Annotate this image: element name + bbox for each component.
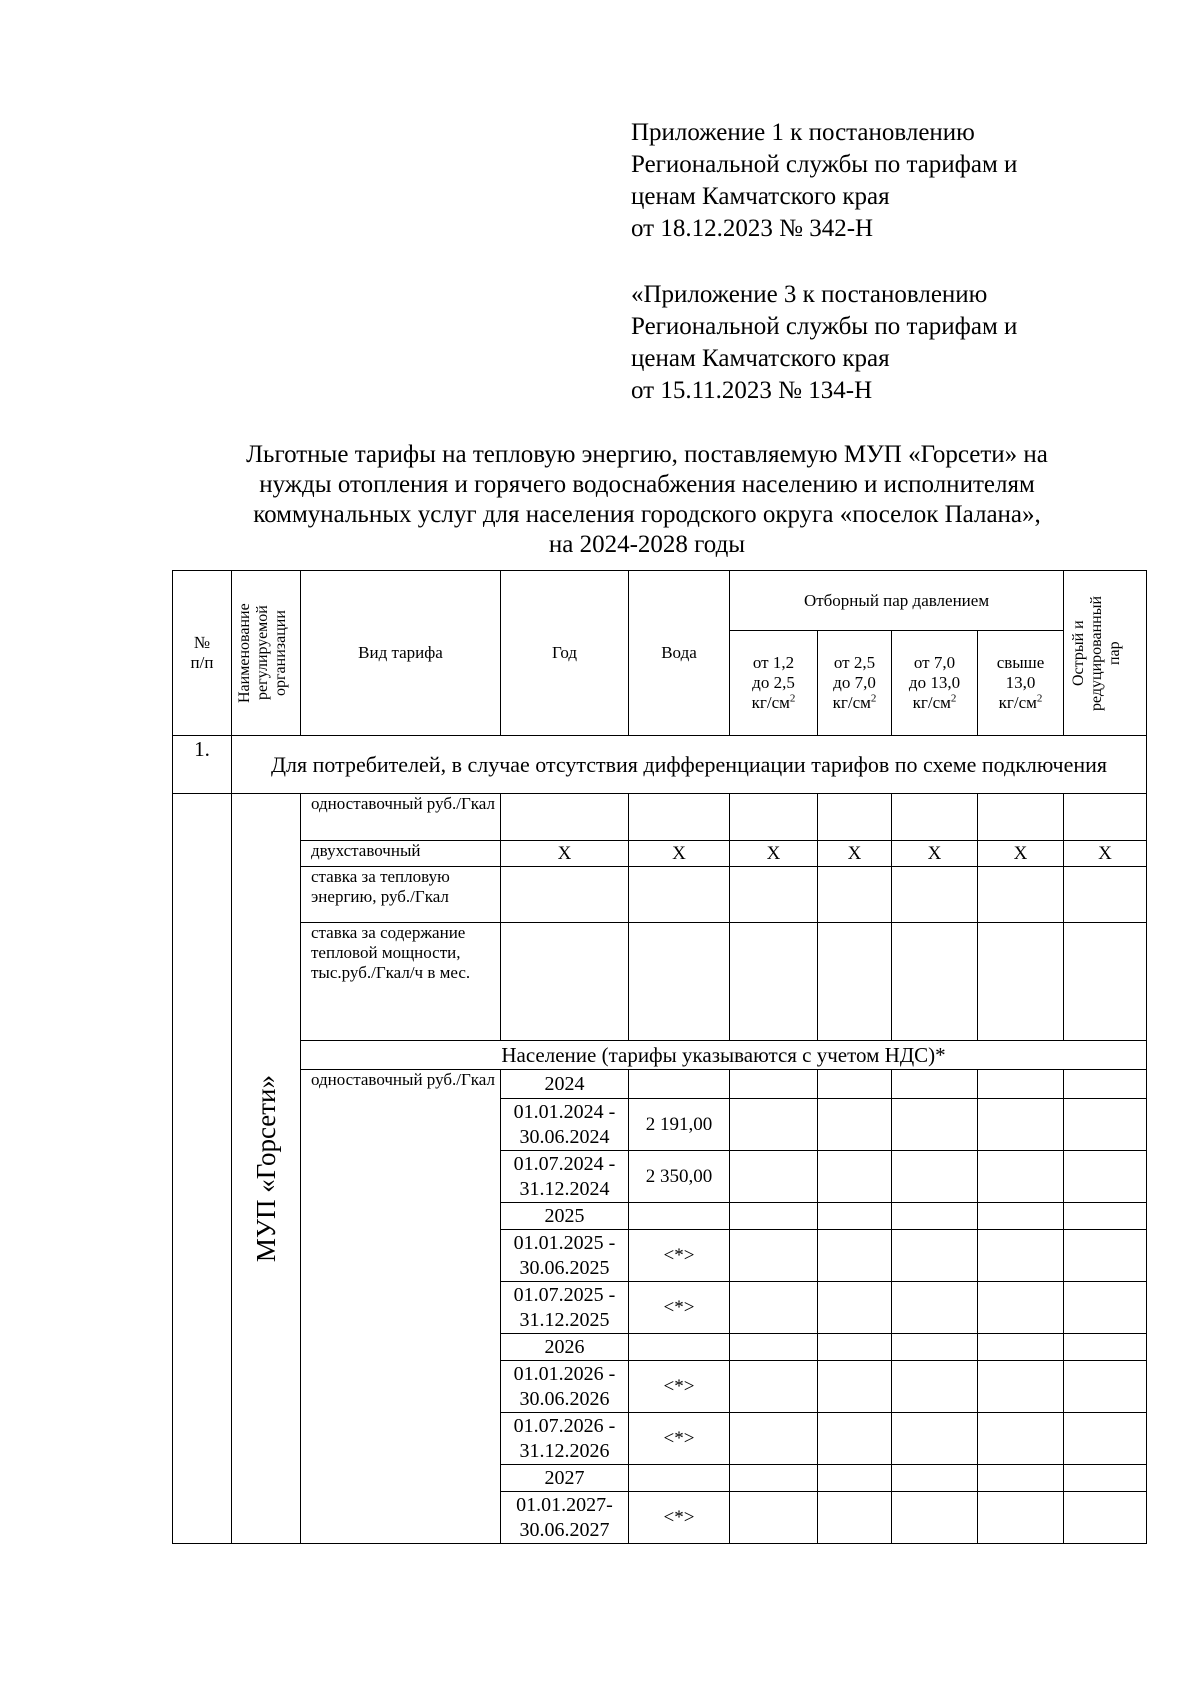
header-water: Вода bbox=[629, 571, 730, 736]
water-value: <*> bbox=[629, 1230, 730, 1282]
x-mark: X bbox=[818, 841, 892, 867]
cell bbox=[730, 867, 818, 923]
year-cell: 2027 bbox=[501, 1465, 629, 1492]
cell bbox=[730, 1203, 818, 1230]
cell bbox=[1064, 867, 1147, 923]
cell bbox=[730, 1361, 818, 1413]
water-value: <*> bbox=[629, 1413, 730, 1465]
cell bbox=[892, 1465, 978, 1492]
header-org: Наименование регулируемой организации bbox=[232, 571, 301, 736]
appendix-1-line: Региональной службы по тарифам и bbox=[631, 151, 1018, 178]
cell bbox=[818, 794, 892, 841]
cell bbox=[818, 1230, 892, 1282]
appendix-1-line: от 18.12.2023 № 342-Н bbox=[631, 215, 874, 242]
appendix-3-line: ценам Камчатского края bbox=[631, 345, 890, 372]
cell bbox=[818, 1282, 892, 1334]
title-line: Льготные тарифы на тепловую энергию, поставляемую МУП «Горсети» на bbox=[246, 441, 1048, 468]
cell bbox=[730, 1492, 818, 1544]
cell bbox=[978, 1361, 1064, 1413]
cell bbox=[629, 1203, 730, 1230]
cell bbox=[730, 1465, 818, 1492]
row-two-rate: двухставочный bbox=[301, 841, 501, 867]
cell bbox=[978, 923, 1064, 1041]
year-cell: 2024 bbox=[501, 1070, 629, 1099]
cell bbox=[818, 1334, 892, 1361]
cell bbox=[978, 1099, 1064, 1151]
cell bbox=[818, 1099, 892, 1151]
cell bbox=[1064, 1282, 1147, 1334]
x-mark: X bbox=[892, 841, 978, 867]
cell bbox=[629, 923, 730, 1041]
period-cell: 01.07.2025 - 31.12.2025 bbox=[501, 1282, 629, 1334]
water-value: <*> bbox=[629, 1492, 730, 1544]
appendix-1-block bbox=[631, 117, 1017, 245]
cell bbox=[892, 1230, 978, 1282]
header-pressure-1: от 1,2 до 2,5 $кг/см^2$ bbox=[730, 631, 818, 736]
period-cell: 01.01.2024 - 30.06.2024 bbox=[501, 1099, 629, 1151]
cell bbox=[892, 1203, 978, 1230]
header-sharp-steam: Острый и редуцированный пар bbox=[1064, 571, 1147, 736]
section-title: Для потребителей, в случае отсутствия дифференциации тарифов по схеме подключения bbox=[232, 736, 1147, 794]
row-one-rate: одноставочный руб./Гкал bbox=[301, 794, 501, 841]
x-mark: X bbox=[730, 841, 818, 867]
cell bbox=[1064, 1492, 1147, 1544]
cell bbox=[730, 1070, 818, 1099]
header-pressure-4: свыше 13,0 $кг/см^2$ bbox=[978, 631, 1064, 736]
cell bbox=[892, 1151, 978, 1203]
cell bbox=[978, 1203, 1064, 1230]
cell bbox=[730, 1099, 818, 1151]
document-title bbox=[172, 440, 1122, 560]
cell bbox=[978, 1070, 1064, 1099]
x-mark: X bbox=[629, 841, 730, 867]
header-year: Год bbox=[501, 571, 629, 736]
appendix-3-block bbox=[631, 279, 1017, 407]
cell bbox=[978, 1465, 1064, 1492]
cell bbox=[892, 1492, 978, 1544]
x-mark: X bbox=[501, 841, 629, 867]
period-cell: 01.01.2027- 30.06.2027 bbox=[501, 1492, 629, 1544]
cell bbox=[978, 867, 1064, 923]
cell bbox=[730, 794, 818, 841]
cell bbox=[1064, 1465, 1147, 1492]
org-name: МУП «Горсети» bbox=[251, 1074, 281, 1263]
section-num: 1. bbox=[173, 736, 232, 794]
appendix-3-line: Региональной службы по тарифам и bbox=[631, 313, 1018, 340]
period-cell: 01.07.2026 - 31.12.2026 bbox=[501, 1413, 629, 1465]
cell bbox=[978, 1413, 1064, 1465]
cell bbox=[818, 923, 892, 1041]
cell bbox=[818, 1465, 892, 1492]
cell bbox=[501, 867, 629, 923]
cell bbox=[730, 1230, 818, 1282]
population-tariff-type: одноставочный руб./Гкал bbox=[301, 1070, 501, 1544]
cell bbox=[1064, 1413, 1147, 1465]
cell bbox=[818, 1203, 892, 1230]
appendix-1-line: Приложение 1 к постановлению bbox=[631, 119, 975, 146]
water-value: 2 191,00 bbox=[629, 1099, 730, 1151]
population-header: Население (тарифы указываются с учетом НДС)* bbox=[301, 1041, 1147, 1070]
cell bbox=[501, 923, 629, 1041]
cell bbox=[730, 1151, 818, 1203]
cell bbox=[892, 794, 978, 841]
appendix-1-line: ценам Камчатского края bbox=[631, 183, 890, 210]
cell bbox=[730, 1413, 818, 1465]
row-capacity-rate: ставка за содержание тепловой мощности, тыс.руб./Гкал/ч в мес. bbox=[301, 923, 501, 1041]
cell bbox=[892, 1413, 978, 1465]
cell bbox=[978, 1492, 1064, 1544]
title-line: нужды отопления и горячего водоснабжения населению и исполнителям bbox=[259, 471, 1035, 498]
header-tariff-type: Вид тарифа bbox=[301, 571, 501, 736]
cell bbox=[978, 1230, 1064, 1282]
appendix-3-line: «Приложение 3 к постановлению bbox=[631, 281, 988, 308]
header-pressure-3: от 7,0 до 13,0 $кг/см^2$ bbox=[892, 631, 978, 736]
org-name-cell bbox=[232, 794, 301, 1544]
row-heat-rate: ставка за тепловую энергию, руб./Гкал bbox=[301, 867, 501, 923]
cell bbox=[818, 1492, 892, 1544]
cell bbox=[501, 794, 629, 841]
cell bbox=[978, 1282, 1064, 1334]
cell bbox=[730, 923, 818, 1041]
cell bbox=[818, 1070, 892, 1099]
cell bbox=[629, 1465, 730, 1492]
cell bbox=[978, 1334, 1064, 1361]
cell bbox=[892, 1070, 978, 1099]
cell bbox=[730, 1282, 818, 1334]
cell bbox=[892, 1361, 978, 1413]
cell bbox=[818, 1151, 892, 1203]
cell bbox=[1064, 1151, 1147, 1203]
title-line: коммунальных услуг для населения городского округа «поселок Палана», bbox=[253, 501, 1041, 528]
cell bbox=[1064, 1099, 1147, 1151]
cell bbox=[818, 1413, 892, 1465]
cell bbox=[892, 1282, 978, 1334]
empty-num-cell bbox=[173, 794, 232, 1544]
appendix-3-line: от 15.11.2023 № 134-Н bbox=[631, 377, 873, 404]
cell bbox=[629, 1070, 730, 1099]
header-pressure-2: от 2,5 до 7,0 $кг/см^2$ bbox=[818, 631, 892, 736]
x-mark: X bbox=[1064, 841, 1147, 867]
cell bbox=[1064, 1334, 1147, 1361]
cell bbox=[1064, 1230, 1147, 1282]
cell bbox=[1064, 1203, 1147, 1230]
cell bbox=[1064, 1361, 1147, 1413]
header-num: № п/п bbox=[173, 571, 232, 736]
title-line: на 2024-2028 годы bbox=[548, 531, 746, 558]
header-steam-group: Отборный пар давлением bbox=[730, 571, 1064, 631]
cell bbox=[892, 1334, 978, 1361]
cell bbox=[730, 1334, 818, 1361]
period-cell: 01.01.2025 - 30.06.2025 bbox=[501, 1230, 629, 1282]
period-cell: 01.07.2024 - 31.12.2024 bbox=[501, 1151, 629, 1203]
year-cell: 2025 bbox=[501, 1203, 629, 1230]
year-cell: 2026 bbox=[501, 1334, 629, 1361]
cell bbox=[629, 867, 730, 923]
cell bbox=[978, 1151, 1064, 1203]
water-value: <*> bbox=[629, 1361, 730, 1413]
cell bbox=[1064, 794, 1147, 841]
cell bbox=[818, 1361, 892, 1413]
cell bbox=[818, 867, 892, 923]
cell bbox=[892, 923, 978, 1041]
cell bbox=[1064, 923, 1147, 1041]
water-value: 2 350,00 bbox=[629, 1151, 730, 1203]
cell bbox=[629, 794, 730, 841]
x-mark: X bbox=[978, 841, 1064, 867]
water-value: <*> bbox=[629, 1282, 730, 1334]
cell bbox=[629, 1334, 730, 1361]
cell bbox=[978, 794, 1064, 841]
cell bbox=[892, 867, 978, 923]
tariff-table bbox=[172, 570, 1147, 1544]
cell bbox=[1064, 1070, 1147, 1099]
period-cell: 01.01.2026 - 30.06.2026 bbox=[501, 1361, 629, 1413]
cell bbox=[892, 1099, 978, 1151]
